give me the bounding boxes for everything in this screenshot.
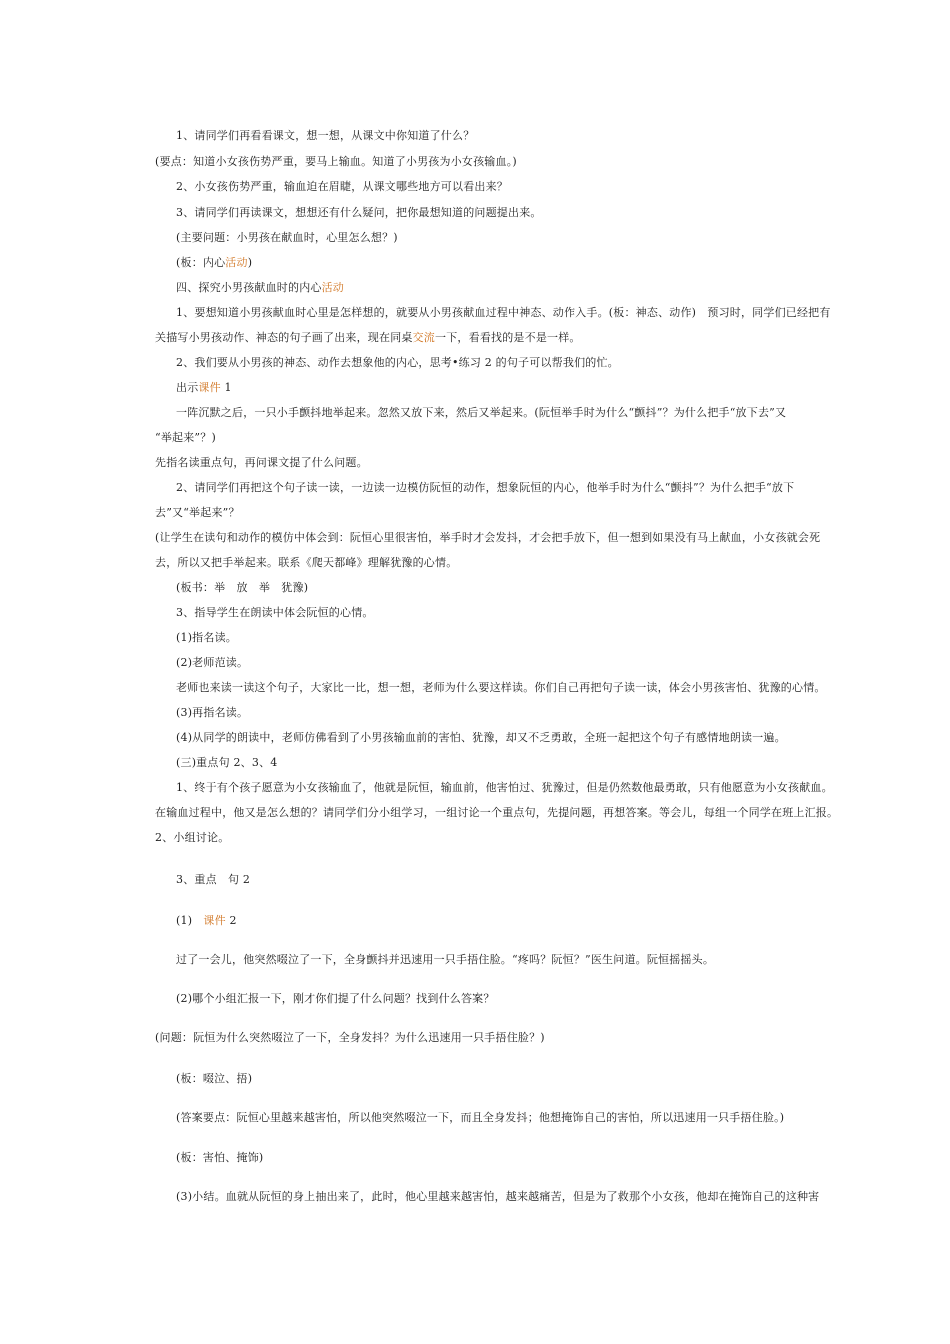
courseware-link[interactable]: 课件	[198, 381, 221, 394]
paragraph-line: 去”又“举起来”？	[155, 506, 240, 519]
paragraph-line: (2)老师范读。	[176, 656, 249, 669]
paragraph-line: “举起来”？)	[155, 431, 216, 444]
paragraph-line: (问题：阮恒为什么突然啜泣了一下，全身发抖？为什么迅速用一只手捂住脸？)	[155, 1031, 545, 1044]
paragraph-line	[155, 331, 581, 345]
paragraph-line: 在输血过程中，他又是怎么想的？请同学们分小组学习，一组讨论一个重点句，先提问题，再想答案。等会儿，每组一个同学在班上汇报。	[155, 806, 839, 819]
paragraph-line	[176, 256, 252, 270]
line-text: )	[247, 256, 253, 269]
paragraph-line	[176, 914, 237, 928]
paragraph-line: (3)再指名读。	[176, 706, 249, 719]
paragraph-line	[176, 381, 232, 395]
line-text: (板：内心	[176, 256, 226, 269]
line-text: 四、探究小男孩献血时的内心	[176, 281, 322, 294]
line-text: 关描写小男孩动作、神态的句子画了出来，现在同桌	[155, 331, 413, 344]
paragraph-line: (4)从同学的朗读中，老师仿佛看到了小男孩输血前的害怕、犹豫，却又不乏勇敢，全班一起把这个句子有感情地朗读一遍。	[176, 731, 786, 744]
line-text: (1)	[176, 914, 204, 927]
paragraph-line: (1)指名读。	[176, 631, 237, 644]
paragraph-line: 3、指导学生在朗读中体会阮恒的心情。	[176, 606, 374, 619]
paragraph-line: 1、请同学们再看看课文，想一想，从课文中你知道了什么？	[176, 129, 475, 142]
paragraph-line: 老师也来读一读这个句子，大家比一比，想一想，老师为什么要这样读。你们自己再把句子读一读，体会小男孩害怕、犹豫的心情。	[176, 681, 826, 694]
section-heading	[176, 281, 344, 295]
line-text: 1	[220, 381, 232, 394]
paragraph-line: 2、请同学们再把这个句子读一读，一边读一边模仿阮恒的动作，想象阮恒的内心，他举手时为什么“颤抖”？为什么把手“放下	[176, 481, 795, 494]
paragraph-line: (板书：举 放 举 犹豫)	[176, 581, 309, 594]
line-text: 一下，看看找的是不是一样。	[435, 331, 581, 344]
paragraph-line: 过了一会儿，他突然啜泣了一下，全身颤抖并迅速用一只手捂住脸。“疼吗？阮恒？”医生问道。阮恒摇摇头。	[176, 953, 715, 966]
activity-link[interactable]: 活动	[321, 281, 345, 294]
paragraph-line: (板：啜泣、捂)	[176, 1072, 253, 1085]
paragraph-line: (3)小结。血就从阮恒的身上抽出来了，此时，他心里越来越害怕，越来越痛苦，但是为了救那个小女孩，他却在掩饰自己的这种害	[176, 1190, 820, 1203]
paragraph-line: (让学生在读句和动作的模仿中体会到：阮恒心里很害怕，举手时才会发抖，才会把手放下，但一想到如果没有马上献血，小女孩就会死	[155, 531, 821, 544]
paragraph-line: 3、重点 句 2	[176, 873, 251, 886]
exchange-link[interactable]: 交流	[412, 331, 436, 344]
paragraph-line: 1、要想知道小男孩献血时心里是怎样想的，就要从小男孩献血过程中神态、动作入手。(板：神态、动作) 预习时，同学们已经把有	[176, 306, 831, 319]
paragraph-line: (要点：知道小女孩伤势严重，要马上输血。知道了小男孩为小女孩输血。)	[155, 155, 517, 168]
line-text: 2	[225, 914, 237, 927]
paragraph-line: 3、请同学们再读课文，想想还有什么疑问，把你最想知道的问题提出来。	[176, 206, 542, 219]
paragraph-line: 1、终于有个孩子愿意为小女孩输血了，他就是阮恒，输血前，他害怕过、犹豫过，但是仍然数他最勇敢，只有他愿意为小女孩献血。	[176, 781, 833, 794]
paragraph-line: (答案要点：阮恒心里越来越害怕，所以他突然啜泣一下，而且全身发抖；他想掩饰自己的害怕，所以迅速用一只手捂住脸。)	[176, 1111, 785, 1124]
paragraph-line: (主要问题：小男孩在献血时，心里怎么想？)	[176, 231, 398, 244]
paragraph-line: (板：害怕、掩饰)	[176, 1151, 264, 1164]
paragraph-line: 2、小女孩伤势严重，输血迫在眉睫，从课文哪些地方可以看出来？	[176, 180, 508, 193]
paragraph-line: 2、小组讨论。	[155, 831, 230, 844]
paragraph-line: 去，所以又把手举起来。联系《爬天都峰》理解犹豫的心情。	[155, 556, 458, 569]
paragraph-line: (三)重点句 2、3、4	[176, 756, 278, 769]
paragraph-line: (2)哪个小组汇报一下，刚才你们提了什么问题？找到什么答案？	[176, 992, 495, 1005]
paragraph-line: 2、我们要从小男孩的神态、动作去想象他的内心，思考•练习 2 的句子可以帮我们的忙。	[176, 356, 619, 369]
paragraph-line: 先指名读重点句，再问课文提了什么问题。	[155, 456, 368, 469]
activity-link[interactable]: 活动	[225, 256, 248, 269]
courseware-link[interactable]: 课件	[203, 914, 226, 927]
paragraph-line: 一阵沉默之后，一只小手颤抖地举起来。忽然又放下来，然后又举起来。(阮恒举手时为什么“颤抖”？为什么把手“放下去”又	[176, 406, 787, 419]
line-text: 出示	[176, 381, 199, 394]
